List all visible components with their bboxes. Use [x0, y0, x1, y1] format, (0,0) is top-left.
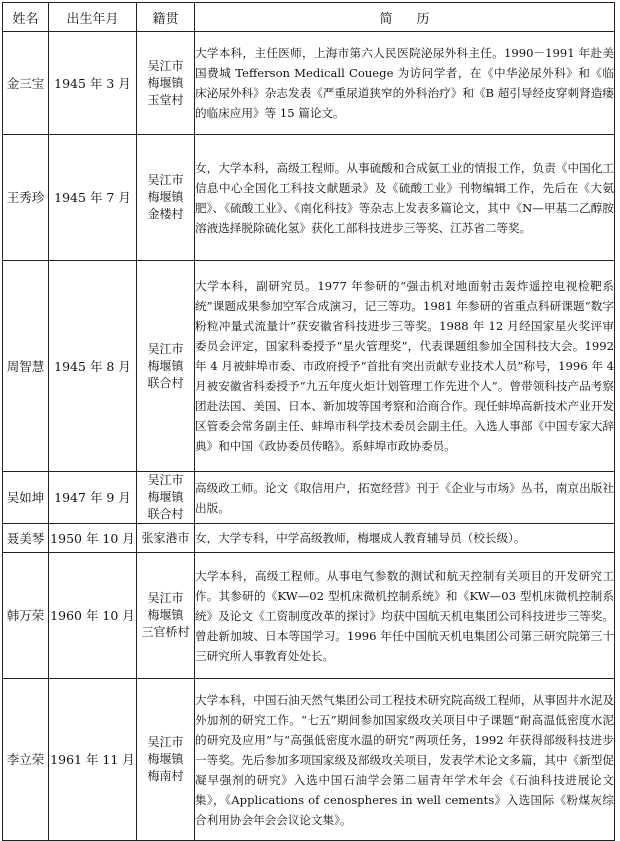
birth-date: 1945 年 7 月 [49, 135, 137, 261]
native-place-line: 吴江市 [147, 341, 184, 356]
native-place-line: 张家港市 [141, 530, 190, 545]
native-place-line: 吴江市 [147, 58, 184, 73]
person-name: 聂美琴 [3, 524, 49, 553]
table-row [3, 261, 615, 472]
biography-text: 女，大学专科，中学高级教师，梅堰成人教育辅导员（校长级）。 [195, 524, 615, 553]
person-name: 李立荣 [3, 679, 49, 841]
person-name: 金三宝 [3, 32, 49, 135]
header-birth: 出生年月 [49, 3, 137, 32]
table-row [3, 524, 615, 553]
table-row [3, 32, 615, 135]
native-place [137, 524, 195, 553]
biography-text: 大学本科，副研究员。1977 年参研的“强击机对地面射击轰炸遥控电视检靶系统”课题成果参加空军合成演习，记三等功。1981 年参研的省重点科研课题“数字粉粒冲量式流量计”获安徽省科技进步三等奖。1988 年 12 月经国家星火奖评审委员会评定，国家科委授予“星火管理奖”，代表课题组参加全国科技大会。1992 年 4 月被蚌埠市委、市政府授予“首批有突出贡献专业技术人员”称号，1996 年 4 月被安徽省科委授予“九五年度火炬计划管理工作先进个人”。曾带领科技产品考察团赴法国、美国、日本、新加坡等国考察和洽商合作。现任蚌埠高新技术产业开发区管委会常务副主任、蚌埠市科学技术委员会副主任。入选人事部《中国专家大辞典》和中国《政协委员传略》。系蚌埠市政协委员。 [195, 261, 615, 472]
birth-date: 1945 年 8 月 [49, 261, 137, 472]
table-header-row [3, 3, 615, 32]
native-place [137, 472, 195, 524]
native-place-line: 梅堰镇 [147, 190, 184, 204]
table-row [3, 679, 615, 841]
native-place-line: 联合村 [147, 507, 184, 521]
person-name: 吴如坤 [3, 472, 49, 524]
birth-date: 1960 年 10 月 [49, 553, 137, 679]
native-place-line: 金楼村 [147, 207, 184, 221]
person-name: 周智慧 [3, 261, 49, 472]
header-bio [195, 3, 615, 32]
biography-text: 高级政工师。论文《取信用户，拓宽经营》刊于《企业与市场》丛书，南京出版社出版。 [195, 472, 615, 524]
native-place-line: 梅堰镇 [147, 358, 184, 373]
birth-date: 1961 年 11 月 [49, 679, 137, 841]
native-place-line: 吴江市 [147, 173, 184, 187]
native-place [137, 679, 195, 841]
native-place [137, 135, 195, 261]
native-place-line: 玉堂村 [147, 92, 184, 107]
table-row [3, 135, 615, 261]
biography-text: 大学本科，中国石油天然气集团公司工程技术研究院高级工程师，从事固井水泥及外加剂的研究工作。“七五”期间参加国家级攻关项目中子课题“耐高温低密度水泥的研究及应用”与“高强低密度水温的研究”两项任务，1992 年获得部级科技进步一等奖。先后参加多项国家级及部级攻关项目，发表学术论文多篇，其中《新型促凝早强剂的研究》入选中国石油学会第二届青年学术年会《石油科技进展论文集》，《Applications of cenospheres in well cements》入选国际《粉煤灰综合利用协会年会会议论文集》。 [195, 679, 615, 841]
native-place-line: 吴江市 [147, 473, 184, 487]
native-place [137, 32, 195, 135]
biography-table [2, 2, 615, 841]
native-place-line: 梅堰镇 [147, 75, 184, 90]
native-place-line: 吴江市 [147, 591, 184, 605]
native-place-line: 梅堰镇 [147, 490, 184, 504]
biography-text: 大学本科，主任医师，上海市第六人民医院泌尿外科主任。1990－1991 年赴美国费城 Tefferson Medicall Couege 为访问学者，在《中华泌尿外科》和《临床泌尿外科》杂志发表《严重尿道狭窄的外科治疗》和《B 超引导经皮穿刺肾造瘘的临床应用》等 15 篇论文。 [195, 32, 615, 135]
header-place: 籍贯 [137, 3, 195, 32]
person-name: 王秀珍 [3, 135, 49, 261]
person-name: 韩万荣 [3, 553, 49, 679]
header-name: 姓名 [3, 3, 49, 32]
birth-date: 1950 年 10 月 [49, 524, 137, 553]
native-place [137, 553, 195, 679]
birth-date: 1945 年 3 月 [49, 32, 137, 135]
native-place-line: 梅堰镇 [147, 752, 184, 766]
native-place-line: 梅堰镇 [147, 608, 184, 622]
native-place [137, 261, 195, 472]
biography-text: 大学本科，高级工程师。从事电气参数的测试和航天控制有关项目的开发研究工作。其参研的《KW—02 型机床微机控制系统》和《KW—03 型机床微机控制系统》及论文《工资制度改革的探讨》均获中国航天机电集团公司科技进步三等奖。曾赴新加坡、日本等国学习。1996 年任中国航天机电集团公司第三研究院第三十三研究所人事教育处处长。 [195, 553, 615, 679]
table-row [3, 553, 615, 679]
native-place-line: 联合村 [147, 375, 184, 390]
native-place-line: 三官桥村 [141, 625, 190, 639]
native-place-line: 梅南村 [147, 769, 184, 783]
header-bio-label: 简历 [379, 11, 454, 27]
birth-date: 1947 年 9 月 [49, 472, 137, 524]
table-row [3, 472, 615, 524]
biography-text: 女，大学本科，高级工程师。从事硫酸和合成氨工业的情报工作，负责《中国化工信息中心全国化工科技文献题录》及《硫酸工业》刊物编辑工作，先后在《大氨肥》、《硫酸工业》、《南化科技》等杂志上发表多篇论文，其中《N—甲基二乙醇胺溶液选择脱除硫化氢》获化工部科技进步三等奖、江苏省二等奖。 [195, 135, 615, 261]
native-place-line: 吴江市 [147, 735, 184, 749]
